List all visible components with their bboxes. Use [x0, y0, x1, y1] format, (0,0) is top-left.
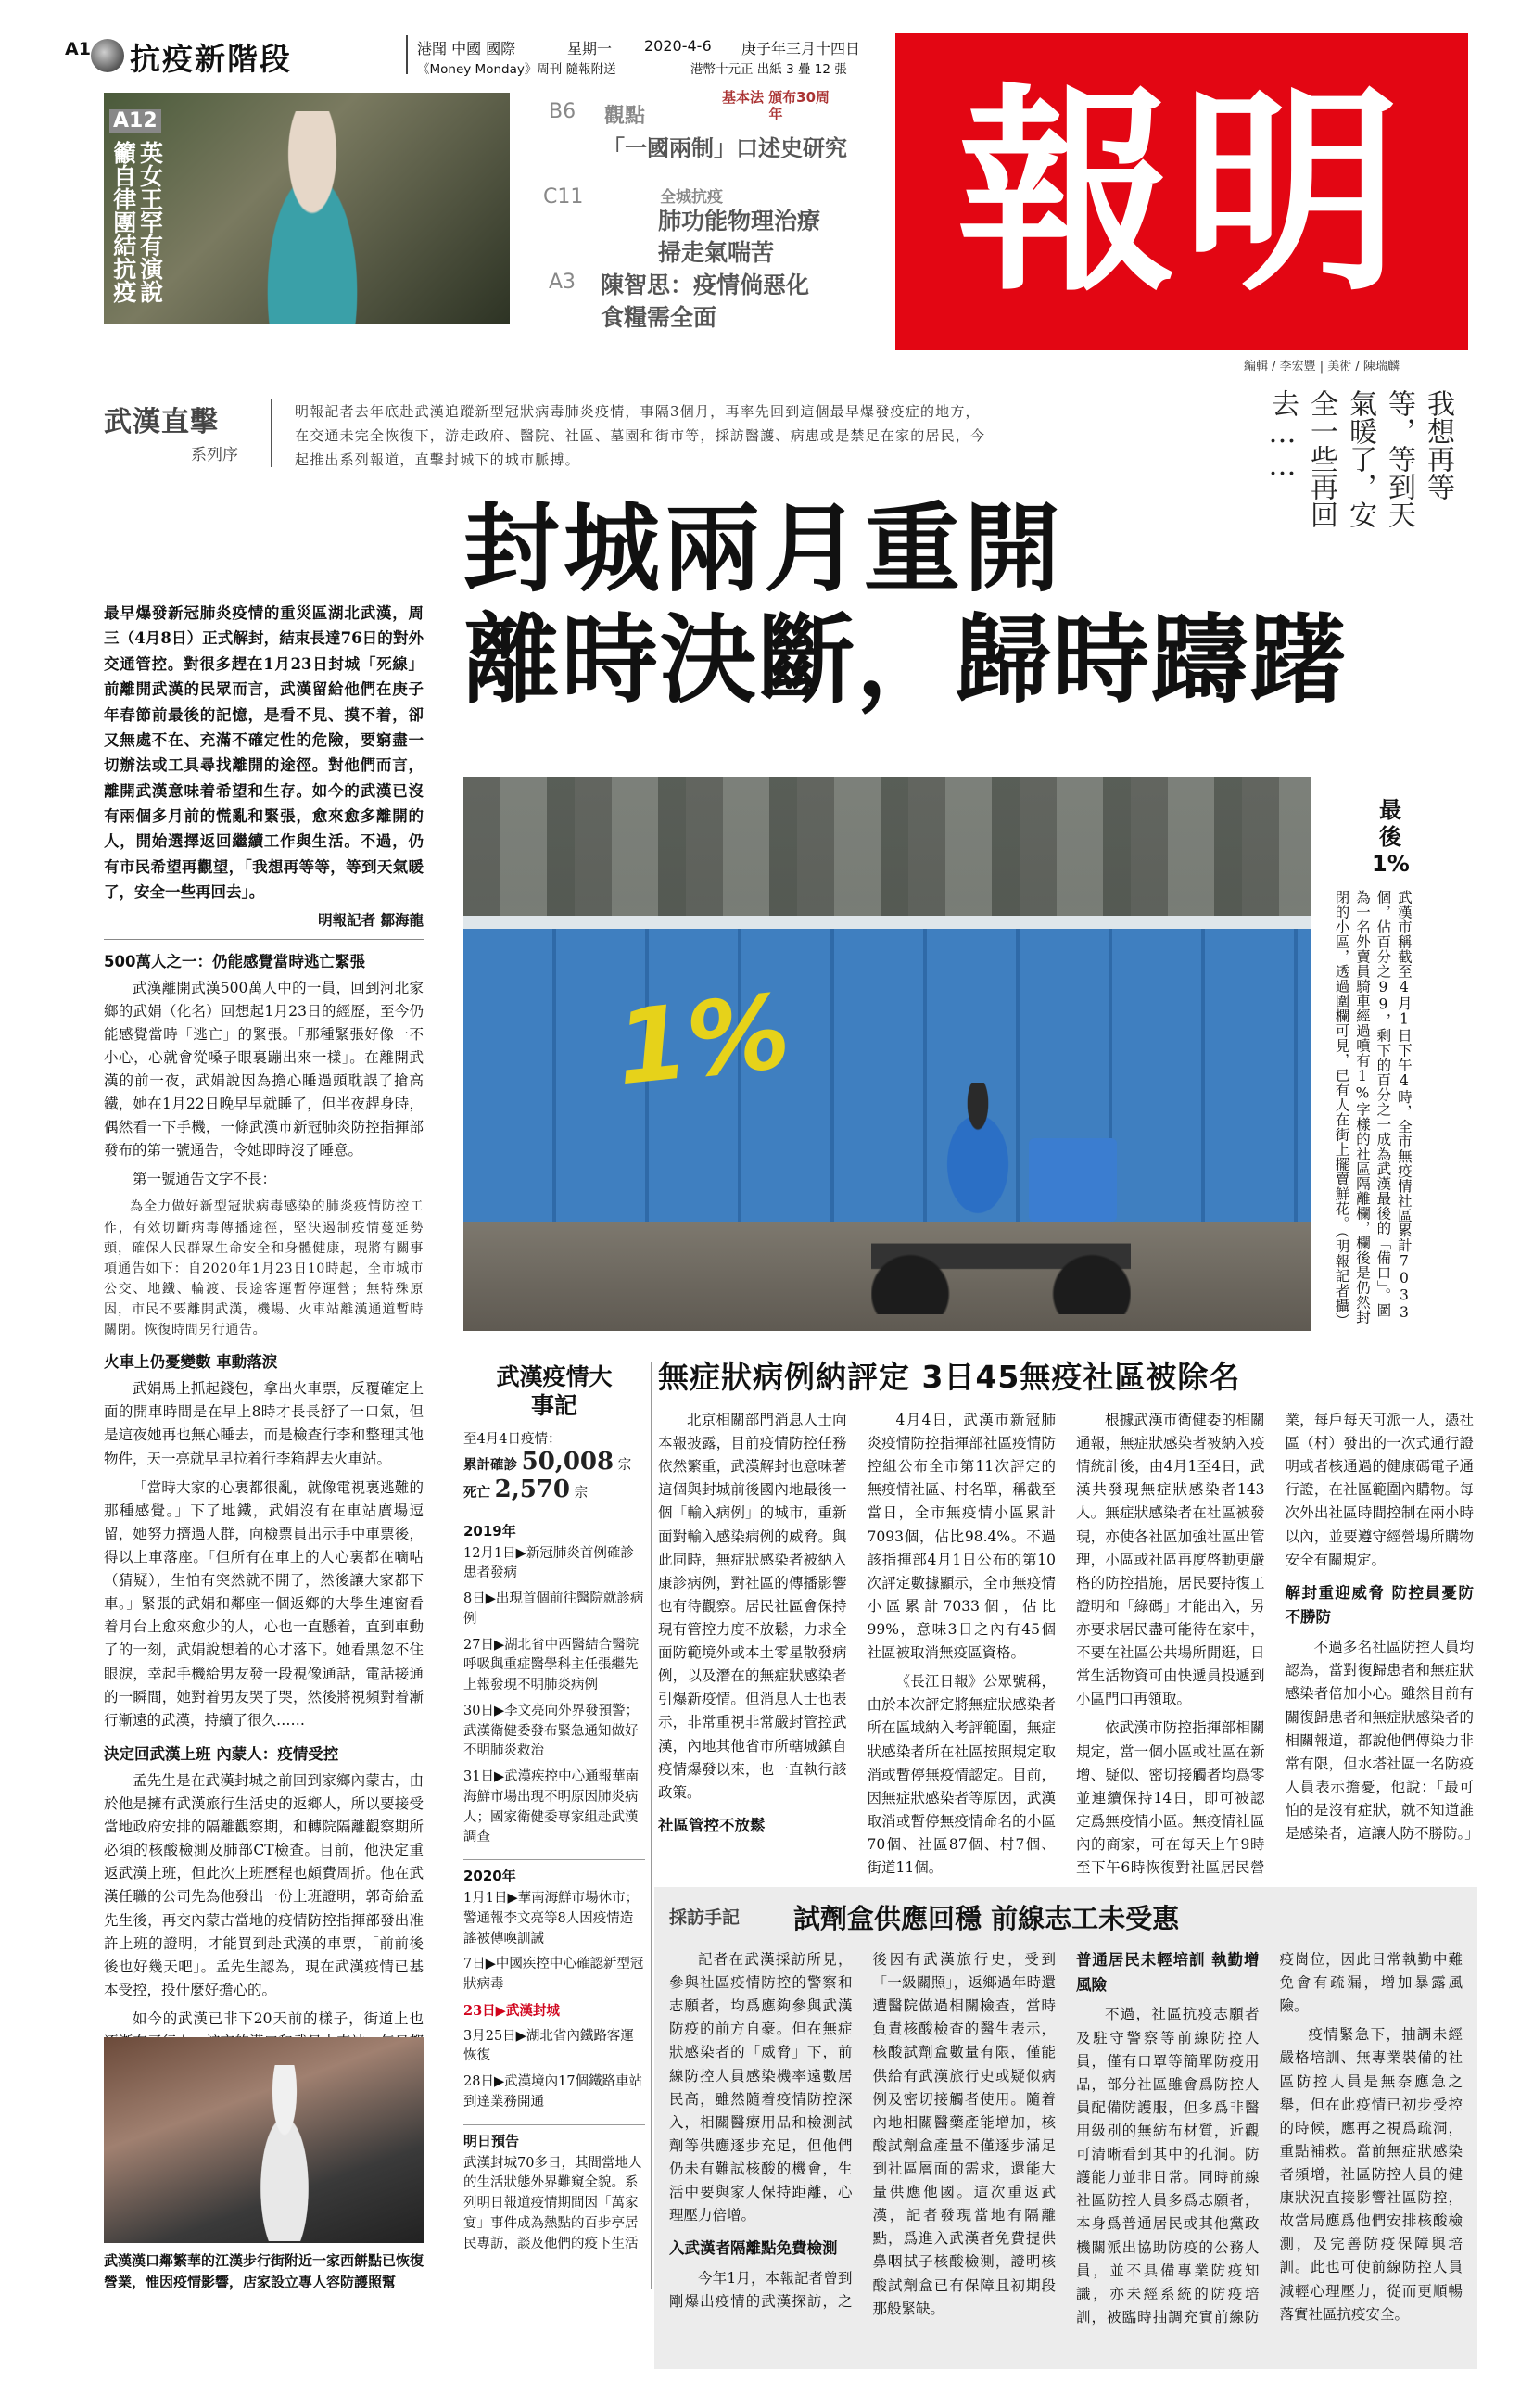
timeline-item: 31日▶武漢疾控中心通報華南海鮮市場出現不明原因肺炎病人；國家衛健委專家組赴武漢調查 [463, 1769, 640, 1845]
paragraph: 北京相關部門消息人士向本報披露，目前疫情防控任務依然繁重，武漢解封也意味著這個與封城前後國內地最後一個「輸入病例」的城市，重新面對輸入感染病例的威脅。與此同時，無症狀感染者被納入康診病例，對社區的傳播影響也有待觀察。居民社區會保持現有管控力度不放鬆，力求全面防範境外或本土零星散發病例，以及潛在的無症狀感染者引爆新疫情。但消息人士也表示，非常重視非常嚴封管控武漢，內地其他省市所轄城鎮自疫情爆發以來，也一直執行該政策。 [658, 1412, 847, 1801]
timeline-item: 1月1日▶華南海鮮市場休市；警通報李文亮等8人因疫情造謠被傳喚訓誡 [463, 1891, 640, 1946]
paragraph: 第一號通告文字不長： [133, 1171, 277, 1188]
story3-box [654, 1887, 1477, 2369]
series-name: 武漢直擊 [104, 406, 219, 438]
section-title: 社區管控不放鬆 [658, 1816, 766, 1834]
timeline-item: 28日▶武漢境內17個鐵路車站到達業務開通 [463, 2074, 643, 2110]
timeline-deaths [463, 1476, 645, 1503]
headline-quote: 我想再等等，等到天氣暖了，安全一些再回去…… [1266, 389, 1454, 528]
paragraph: 依武漢市防控指揮部相關規定，當一個小區或社區在新增、疑似、密切接觸者均爲零並連續保持14日，即可被認定爲無疫情小區。無疫情社區內的商家，可在每天上午9時至下午6時恢復對社區居民營業，每戶每天可派一人，憑社區（村）發出的一次式通行證明或者核通過的健康碼電子通行證，在社區範圍內購物。每次外出社區時間控制在兩小時以內，並要遵守經營場所購物安全有關規定。 [1076, 1412, 1474, 1877]
timeline-year: 2019年 [463, 1515, 645, 1540]
edition-regions: 港聞 中國 國際 [417, 40, 516, 57]
credits: 編輯 / 李宏豐 | 美術 / 陳瑞麟 [1244, 360, 1400, 374]
teaser-a12-page: A12 [109, 109, 161, 133]
queen-figure [243, 111, 382, 324]
teaser-c11-text: 肺功能物理治療 掃走氣喘苦 [658, 208, 821, 266]
barrier-top-rail [463, 916, 1311, 929]
series-intro: 明報記者去年底赴武漢追蹤新型冠狀病毒肺炎疫情，事隔3個月，再率先回到這個最早爆發疫症的地方，在交通未完全恢復下，游走政府、醫院、社區、墓園和街市等，採訪醫護、病患或是禁足在家的居民，今起推出系列報道，直擊封城下的城市脈搏。 [295, 403, 986, 468]
headline-line1: 封城兩月重開 [463, 492, 1065, 605]
teaser-c11-tag: 全城抗疫 [660, 188, 723, 207]
paragraph: 「當時大家的心裏都很亂，就像電視裏逃難的那種感覺。」下了地鐵，武娟沒有在車站廣場逗留，她努力擠過人群，向檢票員出示手中車票後，得以上車落座。「但所有在車上的人心裏都在嘀咕（猜疑），生怕有突然就不開了，然後讓大家都下車。」緊張的武娟和鄰座一個返鄉的大學生連窗看着月台上愈來愈少的人，心也一直懸着，直到車動了的一刻，武娟說想着的心才落下。她看黑忽不住眼淚，幸起手機給男友發一段視像通話，電話接通的一瞬間，她對着男友哭了哭，然後將視頻對着漸行漸遠的武漢，持續了很久…… [104, 1478, 424, 1729]
paragraph: 疫情緊急下，抽調未經嚴格培訓、無專業裝備的社區防控人員是無奈應急之舉，但在此疫情已初步受控的時候，應再之視爲疏洞，重點補救。當前無症狀感染者頻增，社區防控人員的健康狀況直接影響社區防控，故當局應爲他們安排核酸檢測，及完善防疫保障與培訓。此也可使前線防控人員減輕心理壓力，從而更順暢落實社區抗疫安全。 [1279, 2026, 1463, 2323]
paragraph: 如今的武漢已非下20天前的樣子，街道上也 [133, 2009, 424, 2027]
preview-title: 明日預告 [463, 2124, 645, 2150]
teaser-c11-page: C11 [543, 185, 584, 209]
paragraph: 4月4日，武漢市新冠肺炎疫情防控指揮部社區疫情防控組公布全市第11次評定的無疫情社區、村名單，稱截至當日，全市無疫情小區累計7093個，佔比98.4%。不過該指揮部4月1日公布的第10次評定數據顯示，全市無疫情小區累計7033個，佔比99%，意味3日之內有45個社區被取消無疫區資格。 [867, 1412, 1056, 1662]
section-body [104, 977, 424, 1192]
deaths-label: 死亡 [463, 1484, 490, 1501]
headline-line2: 離時決斷，歸時躊躇 [463, 603, 1349, 716]
teaser-a12-text: 英女王罕有演說 籲自律團結抗疫 [109, 141, 164, 303]
timeline-year: 2020年 [463, 1859, 645, 1885]
section-title: 500萬人之一：仍能感覺當時逃亡緊張 [104, 952, 365, 970]
lead-byline: 明報記者 鄒海龍 [318, 910, 424, 929]
banner-globe-icon [91, 39, 124, 72]
confirmed-unit: 宗 [617, 1457, 632, 1473]
paragraph: 孟先生是在武漢封城之前回到家鄉內蒙古，由於他是擁有武漢旅行生活史的返鄉人，所以要接受當地政府安排的隔離觀察期，和轉院隔離觀察期所必須的核酸檢測及肺部CT檢查。目前，他決定重返武漢上班，但此次上班歷程也頗費周折。他在武漢任職的公司先為他發出一份上班證明，郭奇給孟先生後，再交內蒙古當地的疫情防控指揮部發出准許上班的證明，才能買到赴武漢的車票，「前前後後也好幾天吧」。孟先生認為，現在武漢疫情已基本受控，投什麼好擔心的。 [104, 1771, 424, 1998]
story2-body [658, 1409, 1479, 1882]
timeline-item: 7日▶中國疾控中心確認新型冠狀病毒 [463, 1957, 644, 1992]
teaser-b6-page: B6 [549, 100, 576, 123]
queen-photo [104, 93, 510, 324]
deaths-value: 2,570 [494, 1475, 571, 1503]
section-title: 火車上仍憂變數 車動落淚 [104, 1353, 278, 1372]
scooter [871, 1212, 1131, 1314]
paragraph: 不過多名社區防控人員均認為，當對復歸患者和無症狀感染者倍加小心。雖然目前有關復歸患者和無症狀感染者的相關報道，都說他們傳染力非常有限，但水塔社區一名防疫人員表示擔憂，他說：「最可怕的是沒有症狀，就不知道誰是感染者，這讓人防不勝防。」 [1285, 1639, 1479, 1843]
delivery-box [1029, 1138, 1117, 1222]
teaser-b6-badge: 基本法 頒布30周年 [721, 89, 830, 122]
timeline-item: 30日▶李文亮向外界發預警；武漢衛健委發布緊急通知做好不明肺炎救治 [463, 1703, 640, 1759]
timeline-item: 12月1日▶新冠肺炎首例確診患者發病 [463, 1545, 634, 1581]
side-title: 最後1% [1372, 797, 1410, 877]
edition-weekday: 星期一 [567, 40, 613, 57]
timeline-asof: 至4月4日疫情： [463, 1431, 562, 1447]
teaser-b6-text: 「一國兩制」口述史研究 [602, 135, 847, 161]
timeline-confirmed [463, 1448, 645, 1476]
preview-text: 武漢封城70多日，其間當地人的生活狀態外界難窺全貌。系列明日報道疫情期間因「萬家宴」事件成為熱點的百步亭居民專訪，談及他們的疫下生活 [463, 2155, 642, 2251]
deaths-unit: 宗 [574, 1485, 589, 1501]
edition-date: 2020-4-6 [644, 37, 712, 55]
paragraph: 今年1月，本報記者曾到剛爆出疫情的武漢探訪，之後因有武漢旅行史，受到「一級關照」，返鄉過年時還遭醫院做過相關檢查，當時負責核酸檢查的醫生表示，核酸試劑盒數量有限，僅能供給有武漢旅行史或疑似病例及密切接觸者使用。隨着內地相關醫藥產能增加，核酸試劑盒產量不僅逐步滿足到社區層面的需求，還能大量供應他國。這次重返武漢，記者發現當地有隔離點，爲進入武漢者免費提供鼻咽拭子核酸檢測，證明核酸試劑盒已有保障且初期段那般緊缺。 [669, 1951, 1056, 2317]
story3-body [669, 1948, 1463, 2356]
side-caption: 武漢市稱截至4月1日下午4時，全市無疫情社區累計7033個，佔百分之99，剩下的百分之一成為武漢最後的「備口」。圖為一名外賣員騎車經過噴有1%字樣的社區隔離欄，欄後是仍然封閉的小區，透過圍欄可見，已有人在街上擺賣鮮花。（明報記者攝） [1333, 890, 1413, 1328]
paragraph: 武漢離開武漢500萬人中的一員，回到河北家鄉的武娟（化名）回想起1月23日的經歷，至今仍能感覺當時「逃亡」的緊張。「那種緊張好像一不小心，心就會從嗓子眼裏蹦出來一樣」。在離開武漢的前一夜，武娟說因為擔心睡過頭耽誤了搶高鐵，她在1月22日晚早早就睡了，但半夜趕身時，偶然看一下手機，一條武漢市新冠肺炎防控指揮部發布的第一號通告，令她即時沒了睡意。 [104, 979, 424, 1160]
weekly-note: 《Money Monday》周刊 隨報附送 [417, 62, 616, 77]
lunar-date: 庚子年三月十四日 [741, 40, 861, 57]
timeline-item: 8日▶出現首個前往醫院就診病例 [463, 1591, 644, 1627]
timeline-item: 3月25日▶湖北省內鐵路客運恢復 [463, 2028, 634, 2064]
paragraph: 根據武漢市衛健委的相關通報，無症狀感染者被納入疫情統計後，由4月1至4日，武漢共發現無症狀感染者143人。無症狀感染者在社區被發現，亦使各社區加強社區出管理，小區或社區再度啓動更嚴格的防控措施，居民要持復工證明和「綠碼」才能出入，另亦要求居民盡可能待在家中，不要在社區公共場所閒逛，日常生活物資可由快遞員投遞到小區門口再領取。 [1076, 1412, 1265, 1708]
paragraph: 武娟馬上抓起錢包，拿出火車票，反覆確定上面的開車時間是在早上8時才長長舒了一口氣，但是這夜她再也無心睡去，而是檢查行李和整理其他物件，天一亮就早早拉着行李箱趕去火車站。 [104, 1380, 424, 1467]
section-body [104, 1377, 424, 1732]
teaser-a3-text: 陳智思：疫情倘惡化 食糧需全面 [601, 272, 810, 331]
main-photo [463, 777, 1311, 1331]
timeline-divider [651, 1362, 652, 2289]
timeline-box [463, 1362, 645, 2251]
series-divider [271, 399, 272, 467]
section-banner: 抗疫新階段 [130, 41, 292, 77]
confirmed-value: 50,008 [521, 1447, 614, 1476]
blue-barrier [463, 916, 1311, 1222]
street-photo-caption: 武漢漢口鄰繁華的江漢步行街附近一家西餅點已恢復營業，惟因疫情影響，店家設立專人容防護照幫 [104, 2252, 424, 2291]
lead-story-column [104, 601, 424, 2199]
masthead-divider [406, 35, 408, 74]
rider-figure [927, 1083, 1029, 1231]
section-title: 入武漢者隔離點免費檢測 [669, 2239, 838, 2258]
paragraph: 《長江日報》公眾號稱，由於本次評定將無症狀感染者所在區域納入考評範圍，無症狀感染者所在社區按照規定取消或暫停無疫情認定。目前，因無症狀感染者等原因，武漢取消或暫停無疫情命名的小區70個、社區87個、村7個、街道11個。 [867, 1673, 1056, 1877]
background-buildings [463, 777, 1311, 916]
masthead-logo [895, 33, 1468, 350]
series-sub: 系列序 [191, 446, 238, 464]
paragraph: 記者在武漢採訪所見，參與社區疫情防控的警察和志願者，均爲應夠參與武漢防疫的前方自豪。但在無症狀感染者的「威脅」下，前線防控人員感染機率遠數居民高，雖然隨着疫情防控深入，相關醫療用品和檢測試劑等供應逐步充足，但他們仍未有難試核酸的機會，生活中要與家人保持距離，心理壓力倍增。 [669, 1951, 853, 2224]
logo-text: 明報 [957, 63, 1406, 321]
page-code: A1 [65, 39, 91, 59]
teaser-b6-tag: 觀點 [604, 105, 646, 128]
lead-paragraph: 最早爆發新冠肺炎疫情的重災區湖北武漢，周三（4月8日）正式解封，結束長達76日的對外交通管控。對很多趕在1月23日封城「死線」前離開武漢的民眾而言，武漢留給他們在庚子年春節前最後的記憶，是看不見、摸不着，卻又無處不在、充滿不確定性的危險，要窮盡一切辦法或工具尋找離開的途徑。對他們而言，離開武漢意味着希望和生存。如今的武漢已沒有兩個多月前的慌亂和緊張，愈來愈多離開的人，開始選擇返回繼續工作與生活。不過，仍有市民希望再觀望，「我想再等等，等到天氣暖了，安全一些再回去」。 [104, 604, 424, 902]
confirmed-label: 累計確診 [463, 1456, 517, 1473]
timeline-item-lockdown: 23日▶武漢封城 [463, 2002, 560, 2019]
teaser-a3-page: A3 [549, 271, 576, 294]
story3-tag: 採訪手記 [669, 1907, 741, 1928]
worker-figure [243, 2065, 326, 2241]
section-title: 決定回武漢上班 內蒙人：疫情受控 [104, 1744, 339, 1763]
section-title: 解封重迎威脅 防控員憂防不勝防 [1285, 1583, 1474, 1627]
price-note: 港幣十元正 出紙 3 疊 12 張 [690, 62, 847, 77]
lead-rule [104, 939, 424, 940]
graffiti-mark: 1% [610, 971, 795, 1109]
section-title: 普通居民未輕培訓 執勤增風險 [1076, 1951, 1260, 1994]
timeline-item: 27日▶湖北省中西醫結合醫院呼吸與重症醫學科主任張繼先上報發現不明肺炎病例 [463, 1637, 640, 1692]
story3-title: 試劑盒供應回穩 前線志工未受惠 [793, 1903, 1180, 1934]
street-photo [104, 2037, 424, 2243]
timeline-title: 武漢疫情大事記 [496, 1363, 613, 1420]
story2-title: 無症狀病例納評定 3日45無疫社區被除名 [658, 1359, 1241, 1395]
paragraph: 不過，社區抗疫志願者及駐守警察等前線防控人員，僅有口罩等簡單防疫用品，部分社區雖會爲防控人員配備防護服，但多爲非醫用級別的無紡布材質，近觀可清晰看到其中的孔洞。防護能力並非日常。同時前線社區防控人員多爲志願者，本身爲普通居民或其他黨政機關派出協助防疫的公務人員，並不具備專業防疫知識，亦未經系統的防疫培訓，被臨時抽調充實前線防疫崗位，因此日常執勤中難免會有疏漏，增加暴露風險。 [1076, 1951, 1463, 2326]
notice-text: 為全力做好新型冠狀病毒感染的肺炎疫情防控工作，有效切斷病毒傳播途徑，堅決遏制疫情蔓延勢頭，確保人民群眾生命安全和身體健康，現將有關事項通告如下：自2020年1月23日10時起，全市城市公交、地鐵、輪渡、長途客運暫停運營；無特殊原因，市民不要離開武漢，機場、火車站離漢通道暫時關閉。恢復時間另行通告。 [104, 1199, 424, 1338]
